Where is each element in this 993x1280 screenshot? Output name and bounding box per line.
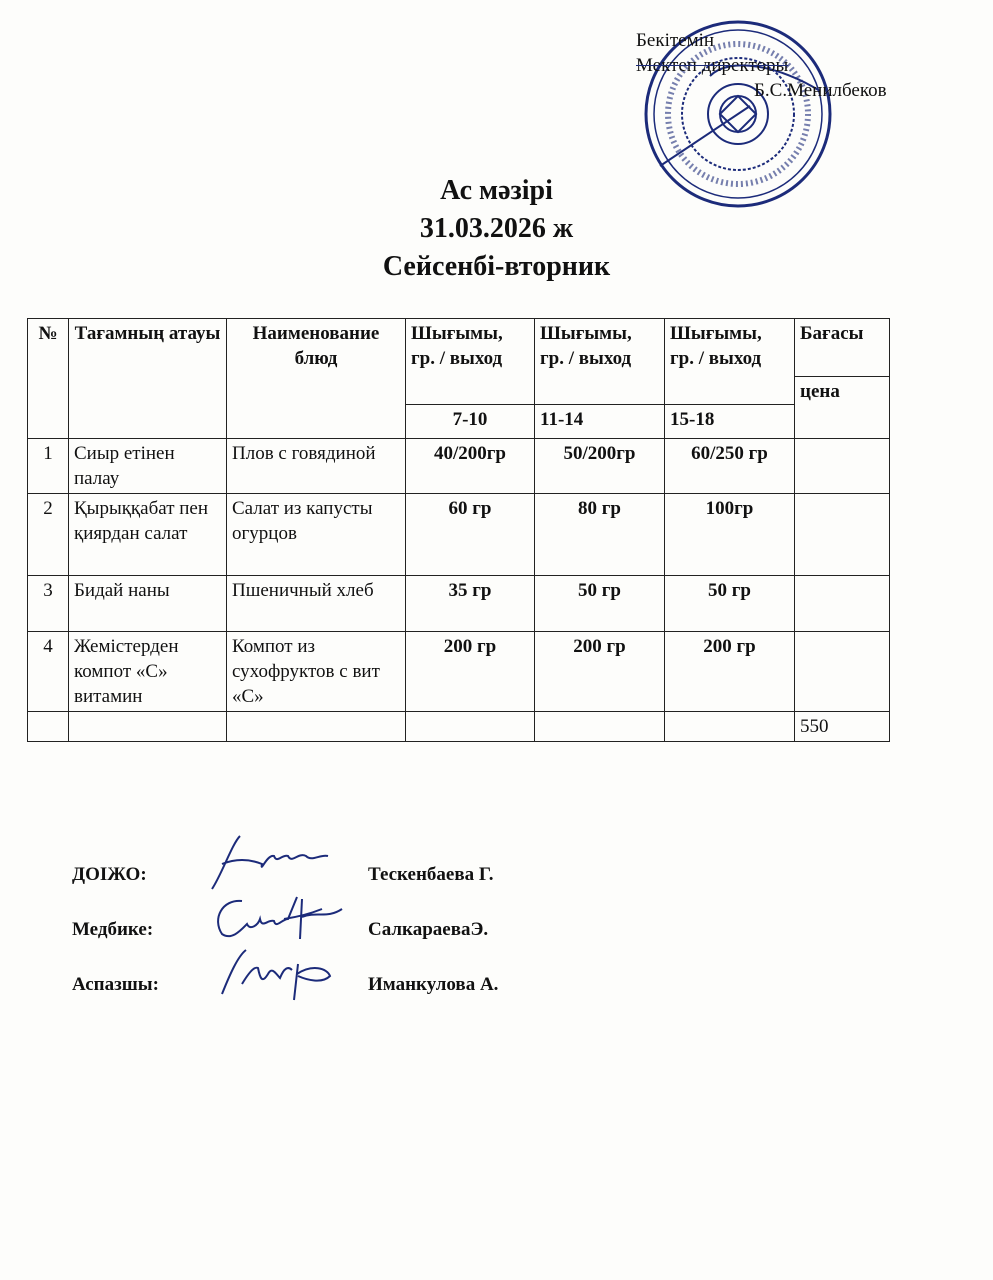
signature-role: Аспазшы: [72, 974, 159, 995]
signature-row [72, 856, 632, 911]
yield-11-14: 200 гр [535, 632, 665, 712]
menu-table [27, 318, 890, 742]
handwritten-signature [202, 889, 352, 949]
approval-line-director-name: Б.С.Менилбеков [754, 80, 887, 101]
yield-15-18: 50 гр [665, 576, 795, 632]
menu-title [0, 172, 993, 286]
empty-cell [406, 712, 535, 742]
header-price-kz: Бағасы [795, 319, 890, 377]
signature-row [72, 911, 632, 966]
header-yield-3: Шығымы, гр. / выход [665, 319, 795, 405]
yield-15-18: 200 гр [665, 632, 795, 712]
header-age-11-14: 11-14 [535, 405, 665, 439]
table-row [28, 494, 890, 576]
table-row [28, 632, 890, 712]
empty-cell [535, 712, 665, 742]
price-cell [795, 494, 890, 576]
table-row [28, 439, 890, 494]
yield-7-10: 35 гр [406, 576, 535, 632]
header-age-7-10: 7-10 [406, 405, 535, 439]
row-number: 4 [28, 632, 69, 712]
header-age-15-18: 15-18 [665, 405, 795, 439]
header-dish-name-kz: Тағамның атауы [69, 319, 227, 439]
handwritten-signature [202, 834, 352, 894]
approval-line-approve: Бекітемін [636, 30, 715, 51]
dish-name-ru: Компот из сухофруктов с вит «С» [227, 632, 406, 712]
yield-7-10: 200 гр [406, 632, 535, 712]
dish-name-ru: Салат из капусты огурцов [227, 494, 406, 576]
signature-name: Иманкулова А. [368, 974, 499, 995]
menu-date: 31.03.2026 ж [419, 213, 574, 244]
total-price: 550 [795, 712, 890, 742]
dish-name-kz: Бидай наны [69, 576, 227, 632]
signature-name: Тескенбаева Г. [368, 864, 494, 885]
price-cell [795, 576, 890, 632]
header-price-ru: цена [795, 377, 890, 439]
signature-row [72, 966, 632, 1021]
yield-15-18: 60/250 гр [665, 439, 795, 494]
signature-role: ДОІЖО: [72, 864, 147, 885]
row-number: 2 [28, 494, 69, 576]
header-dish-name-ru: Наименование блюд [227, 319, 406, 439]
menu-weekday: Сейсенбі-вторник [382, 251, 611, 282]
signature-name: СалкараеваЭ. [368, 919, 489, 940]
header-yield-2: Шығымы, гр. / выход [535, 319, 665, 405]
empty-cell [28, 712, 69, 742]
header-number: № [28, 319, 69, 439]
row-number: 1 [28, 439, 69, 494]
table-row [28, 576, 890, 632]
yield-7-10: 40/200гр [406, 439, 535, 494]
header-yield-1: Шығымы, гр. / выход [406, 319, 535, 405]
dish-name-kz: Сиыр етінен палау [69, 439, 227, 494]
empty-cell [227, 712, 406, 742]
dish-name-kz: Қырыққабат пен қиярдан салат [69, 494, 227, 576]
menu-title-main: Ас мәзірі [440, 175, 553, 206]
dish-name-kz: Жемістерден компот «С» витамин [69, 632, 227, 712]
total-row [28, 712, 890, 742]
signatures-block [72, 856, 632, 1021]
approval-line-director: Мектеп директоры [636, 55, 789, 76]
approval-block [636, 28, 966, 103]
signature-role: Медбике: [72, 919, 154, 940]
price-cell [795, 439, 890, 494]
price-cell [795, 632, 890, 712]
handwritten-signature [202, 944, 352, 1004]
row-number: 3 [28, 576, 69, 632]
dish-name-ru: Пшеничный хлеб [227, 576, 406, 632]
yield-7-10: 60 гр [406, 494, 535, 576]
empty-cell [665, 712, 795, 742]
empty-cell [69, 712, 227, 742]
yield-11-14: 50/200гр [535, 439, 665, 494]
yield-15-18: 100гр [665, 494, 795, 576]
yield-11-14: 50 гр [535, 576, 665, 632]
dish-name-ru: Плов с говядиной [227, 439, 406, 494]
yield-11-14: 80 гр [535, 494, 665, 576]
